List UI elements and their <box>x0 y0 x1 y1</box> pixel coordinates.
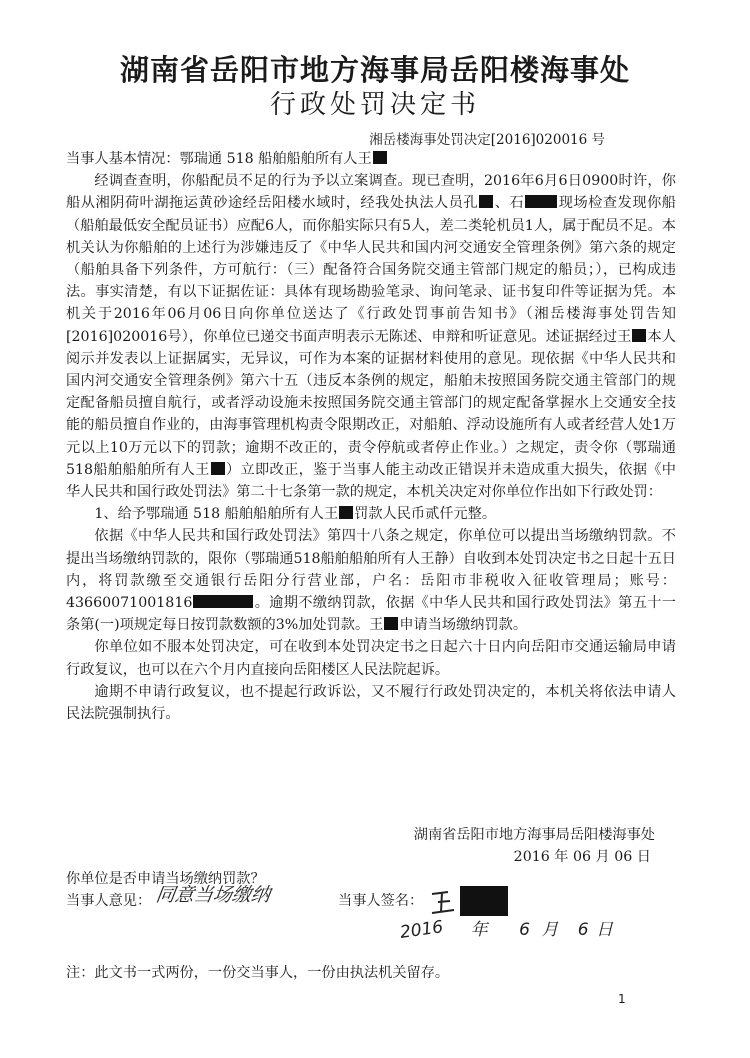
payment-text-a: 依据《中华人民共和国行政处罚法》第四十八条之规定，你单位可以提出当场缴纳罚款。不提出当场缴纳罚款的，限你（鄂瑞通518船舶船舶所有人王静）自收到本处罚决定书之日起十五日内，将罚款缴至交通银行岳阳分行营业部，户名：岳阳市非税收入征收管理局；账号：43660071001816 <box>66 528 676 612</box>
party-opinion-label: 当事人意见： <box>66 893 152 909</box>
document-title-type: 行政处罚决定书 <box>269 90 480 120</box>
page-corner-mark: 1 <box>618 992 626 1006</box>
hand-date-month: 6 <box>519 920 530 940</box>
issue-date: 2016 年 06 月 06 日 <box>513 849 651 865</box>
facts-paragraph <box>66 170 676 503</box>
document-body <box>66 148 676 725</box>
redaction-block <box>211 462 225 475</box>
payment-text-b: 。逾期不缴纳罚款，依据《中华人民共和国行政处罚法》第五十一条第(一)项规定每日按罚款数额的3%加处罚款。王 <box>66 595 676 634</box>
issuing-authority-name: 湖南省岳阳市地方海事局岳阳楼海事处 <box>413 827 655 843</box>
appeal-paragraph: 你单位如不服本处罚决定，可在收到本处罚决定书之日起六十日内向岳阳市交通运输局申请行政复议，也可以在六个月内直接向岳阳楼区人民法院起诉。 <box>66 639 676 678</box>
payment-paragraph <box>66 525 676 636</box>
redaction-block <box>479 195 493 208</box>
on-site-payment-question: 你单位是否申请当场缴纳罚款？ <box>66 871 265 887</box>
penalty-item-text-a: 1、给予鄂瑞通 518 船舶船舶所有人王 <box>94 506 339 523</box>
redaction-block <box>339 506 353 519</box>
party-info-text: 当事人基本情况：鄂瑞通 518 船舶船舶所有人王 <box>66 151 372 167</box>
payment-text-c: 申请当场缴纳罚款。 <box>399 617 528 634</box>
handwritten-opinion: 同意当场缴纳 <box>154 884 272 906</box>
facts-text-a: 经调查查明，你船配员不足的行为予以立案调查。现已查明，2016年6月6日0900时许，你船从湘阴荷叶湖拖运黄砂途经岳阳楼水域时，经我处执法人员孔 <box>66 173 676 212</box>
document-number: 湘岳楼海事处罚决定[2016]020016 号 <box>369 132 605 148</box>
handwritten-date <box>398 915 613 943</box>
redaction-block <box>193 595 253 608</box>
redaction-block <box>525 195 557 208</box>
facts-text-e: ）立即改正，鉴于当事人能主动改正错误并未造成重大损失，依据《中华人民共和国行政处罚法》第二十七条第一款的规定，本机关决定对你单位作出如下行政处罚： <box>66 461 676 501</box>
hand-date-day-char: 日 <box>595 920 613 940</box>
hand-date-year: 2016 <box>398 917 445 943</box>
hand-date-month-char: 月 <box>541 920 559 940</box>
redaction-block <box>384 617 398 630</box>
facts-text-d: 本人阅示并发表以上证据属实，无异议，可作为本案的证据材料使用的意见。现依据《中华人民共和国内河交通安全管理条例》第六十五（违反本条例的规定，船舶未按照国务院交通主管部门的规定配备船员擅自航行，或者浮动设施未按照国务院交通主管部门的规定配备掌握水上交通安全技能的船员擅自作业的，由海事管理机构责令限期改正，对船舶、浮动设施所有人或者经营人处1万元以上10万元以下的罚款；逾期不改正的，责令停航或者停止作业。）之规定，责令你（鄂瑞通518船舶船舶所有人王 <box>66 328 676 478</box>
hand-date-day: 6 <box>577 920 589 940</box>
issuing-authority-block <box>414 824 655 868</box>
redaction-block <box>373 151 387 164</box>
facts-text-c: 现场检查发现你船（船舶最低安全配员证书）应配6人，而你船实际只有5人，差二类轮机员1人，属于配员不足。本机关认为你船舶的上述行为涉嫌违反了《中华人民共和国内河交通安全管理条例》第六条的规定（船舶具备下列条件，方可航行：（三）配备符合国务院交通主管部门规定的船员；），已构成违法。事实清楚，有以下证据佐证：具体有现场勘验笔录、询问笔录、证书复印件等证据为凭。本机关于2016年06月06日向你单位送达了《行政处罚事前告知书》（湘岳楼海事处罚告知[2016]020016号），你单位已递交书面声明表示无陈述、申辩和听证意见。述证据经过王 <box>66 195 676 345</box>
hand-date-year-char: 年 <box>470 920 488 940</box>
copies-note: 注：此文书一式两份，一份交当事人，一份由执法机关留存。 <box>66 965 450 981</box>
penalty-item-1 <box>66 503 676 525</box>
penalty-item-text-b: 罚款人民币贰仟元整。 <box>354 506 497 523</box>
document-title-agency: 湖南省岳阳市地方海事局岳阳楼海事处 <box>119 53 630 87</box>
facts-text-b: 、石 <box>494 195 525 212</box>
redaction-block <box>632 329 646 342</box>
enforcement-paragraph: 逾期不申请行政复议，也不提起行政诉讼，又不履行行政处罚决定的，本机关将依法申请人民法院强制执行。 <box>66 683 676 723</box>
party-info <box>66 148 676 170</box>
party-signature-label: 当事人签名： <box>338 893 424 909</box>
